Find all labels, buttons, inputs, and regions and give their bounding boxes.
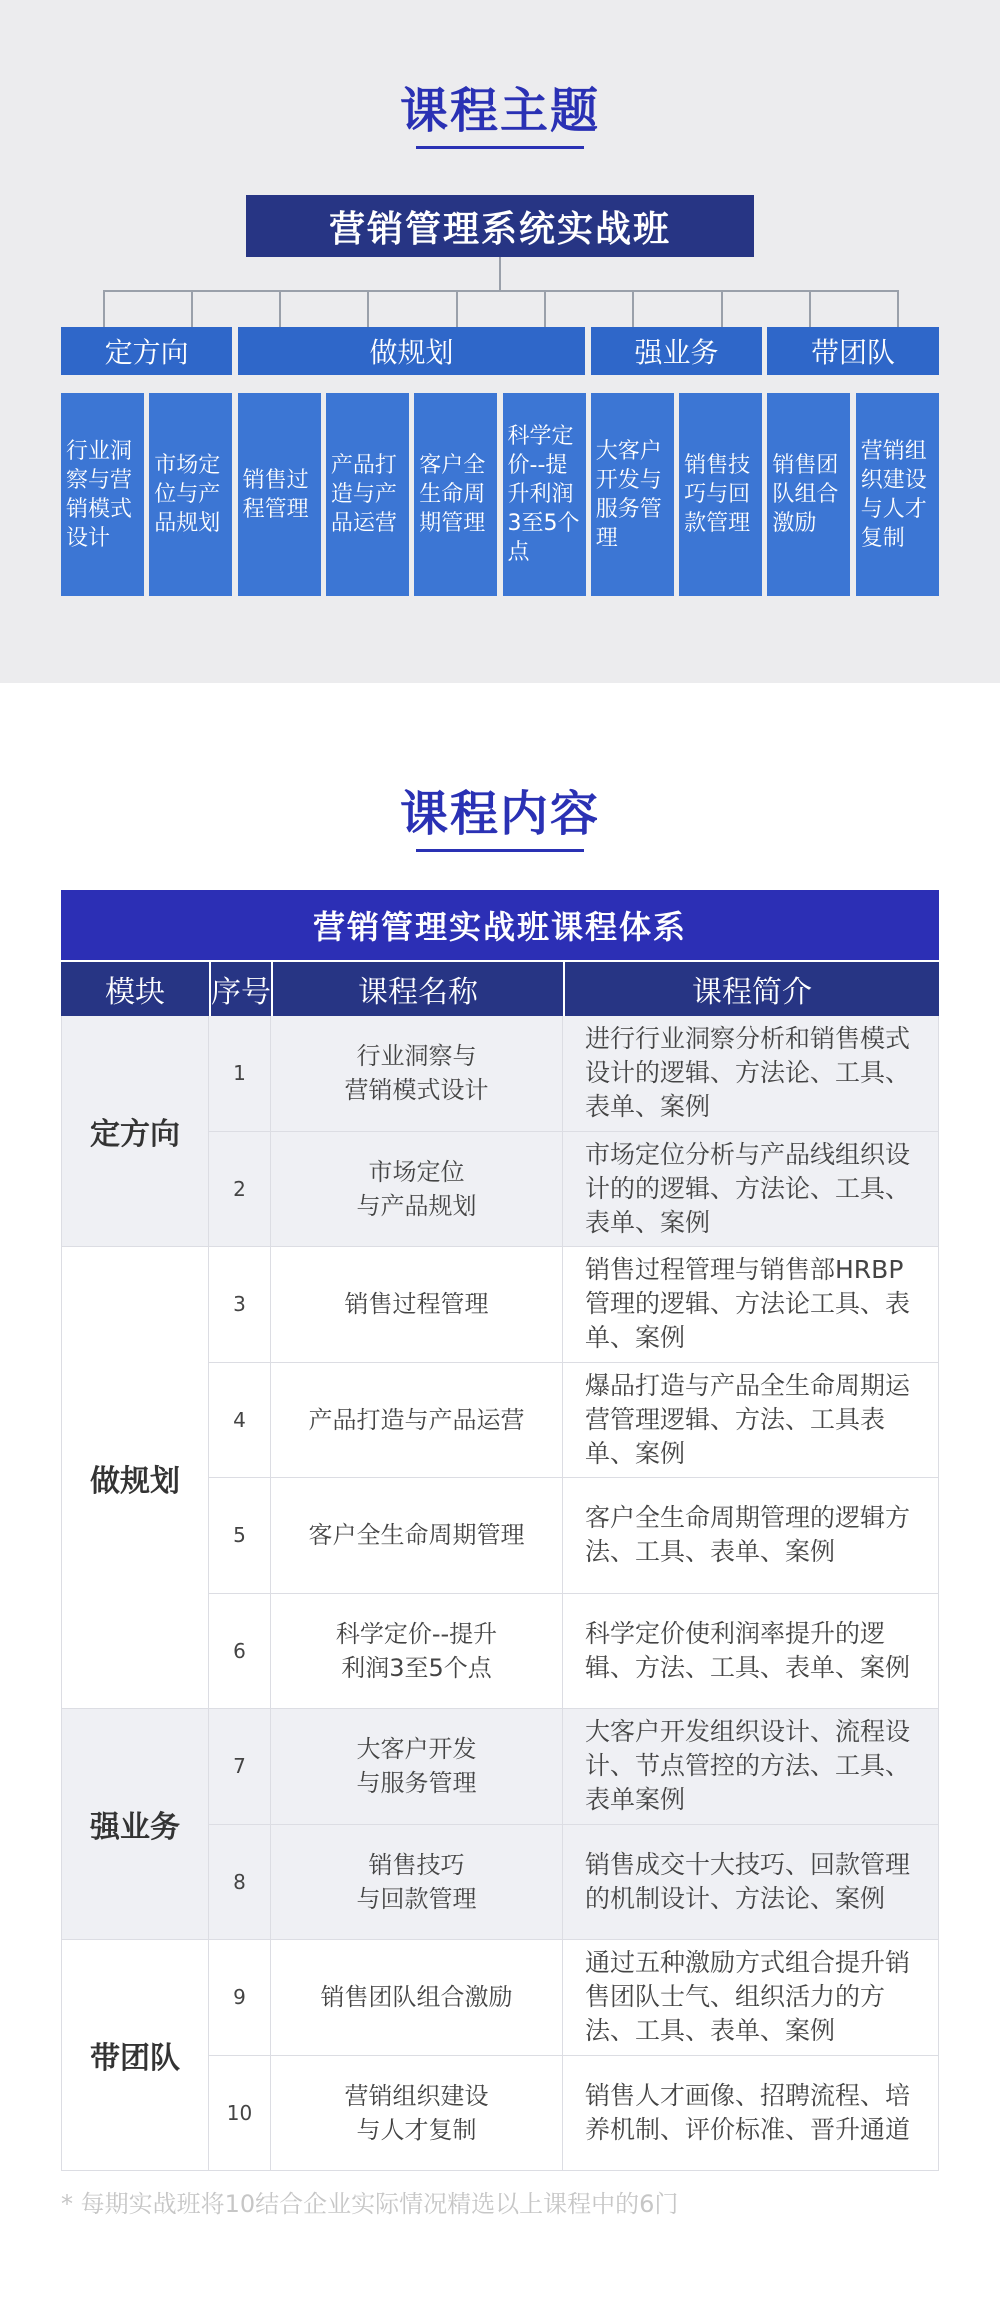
table-row-number: 6 xyxy=(209,1594,271,1710)
table-title: 营销管理实战班课程体系 xyxy=(61,890,939,960)
table-row-name: 市场定位 与产品规划 xyxy=(271,1132,563,1248)
table-header-cell: 课程简介 xyxy=(565,962,939,1016)
table-module-cell: 做规划 xyxy=(61,1247,209,1709)
tree-category: 带团队 xyxy=(767,327,938,375)
tree-leaf: 销售团队组合激励 xyxy=(767,393,850,596)
connector-drop xyxy=(721,290,723,327)
tree-leaf: 科学定价--提升利润3至5个点 xyxy=(503,393,586,596)
tree-leaf: 营销组织建设与人才复制 xyxy=(856,393,939,596)
table-row-desc: 销售人才画像、招聘流程、培养机制、评价标准、晋升通道 xyxy=(563,2056,939,2172)
tree-category: 定方向 xyxy=(61,327,232,375)
connector-root xyxy=(499,257,501,291)
table-module-cell: 带团队 xyxy=(61,1940,209,2171)
tree-category: 做规划 xyxy=(238,327,586,375)
tree-leaf: 大客户开发与服务管理 xyxy=(591,393,674,596)
tree-category: 强业务 xyxy=(591,327,762,375)
table-row-name: 销售过程管理 xyxy=(271,1247,563,1363)
topic-title: 课程主题 xyxy=(399,83,600,139)
table-row-desc: 销售成交十大技巧、回款管理的机制设计、方法论、案例 xyxy=(563,1825,939,1941)
content-title: 课程内容 xyxy=(399,786,600,842)
table-row-name: 大客户开发 与服务管理 xyxy=(271,1709,563,1825)
table-row-number: 9 xyxy=(209,1940,271,2056)
table-row-name: 营销组织建设 与人才复制 xyxy=(271,2056,563,2172)
connector-drop xyxy=(632,290,634,327)
table-row-desc: 通过五种激励方式组合提升销售团队士气、组织活力的方法、工具、表单、案例 xyxy=(563,1940,939,2056)
tree-leaf: 市场定位与产品规划 xyxy=(149,393,232,596)
tree-leaf: 客户全生命周期管理 xyxy=(414,393,497,596)
table-row-name: 销售团队组合激励 xyxy=(271,1940,563,2056)
table-header-cell: 课程名称 xyxy=(273,962,563,1016)
tree-leaf: 行业洞察与营销模式设计 xyxy=(61,393,144,596)
table-row-number: 8 xyxy=(209,1825,271,1941)
table-row-desc: 进行行业洞察分析和销售模式设计的逻辑、方法论、工具、表单、案例 xyxy=(563,1016,939,1132)
table-row-desc: 大客户开发组织设计、流程设计、节点管控的方法、工具、表单案例 xyxy=(563,1709,939,1825)
connector-drop xyxy=(103,290,105,327)
table-row-desc: 爆品打造与产品全生命周期运营管理逻辑、方法、工具表单、案例 xyxy=(563,1363,939,1479)
table-row-desc: 销售过程管理与销售部HRBP管理的逻辑、方法论工具、表单、案例 xyxy=(563,1247,939,1363)
table-row-number: 4 xyxy=(209,1363,271,1479)
table-row-name: 客户全生命周期管理 xyxy=(271,1478,563,1594)
table-row-desc: 客户全生命周期管理的逻辑方法、工具、表单、案例 xyxy=(563,1478,939,1594)
table-module-cell: 定方向 xyxy=(61,1016,209,1247)
table-row-number: 5 xyxy=(209,1478,271,1594)
connector-drop xyxy=(897,290,899,327)
connector-drop xyxy=(191,290,193,327)
table-row-name: 销售技巧 与回款管理 xyxy=(271,1825,563,1941)
table-row-number: 10 xyxy=(209,2056,271,2172)
connector-drop xyxy=(367,290,369,327)
footnote: * 每期实战班将10结合企业实际情况精选以上课程中的6门 xyxy=(61,2190,679,2218)
connector-bar xyxy=(103,290,900,292)
course-tree xyxy=(0,0,1000,683)
tree-root: 营销管理系统实战班 xyxy=(246,195,754,257)
tree-leaf: 销售技巧与回款管理 xyxy=(679,393,762,596)
tree-leaf: 产品打造与产品运营 xyxy=(326,393,409,596)
tree-leaf: 销售过程管理 xyxy=(238,393,321,596)
connector-drop xyxy=(279,290,281,327)
table-row-name: 科学定价--提升 利润3至5个点 xyxy=(271,1594,563,1710)
connector-drop xyxy=(809,290,811,327)
table-row-name: 产品打造与产品运营 xyxy=(271,1363,563,1479)
table-module-cell: 强业务 xyxy=(61,1709,209,1940)
table-row-number: 7 xyxy=(209,1709,271,1825)
table-header-cell: 模块 xyxy=(61,962,209,1016)
table-row-number: 2 xyxy=(209,1132,271,1248)
table-header-cell: 序号 xyxy=(211,962,271,1016)
content-title-underline xyxy=(416,849,584,852)
connector-drop xyxy=(544,290,546,327)
table-row-desc: 市场定位分析与产品线组织设计的的逻辑、方法论、工具、表单、案例 xyxy=(563,1132,939,1248)
table-row-number: 3 xyxy=(209,1247,271,1363)
table-row-number: 1 xyxy=(209,1016,271,1132)
table-row-name: 行业洞察与 营销模式设计 xyxy=(271,1016,563,1132)
connector-drop xyxy=(456,290,458,327)
table-row-desc: 科学定价使利润率提升的逻辑、方法、工具、表单、案例 xyxy=(563,1594,939,1710)
